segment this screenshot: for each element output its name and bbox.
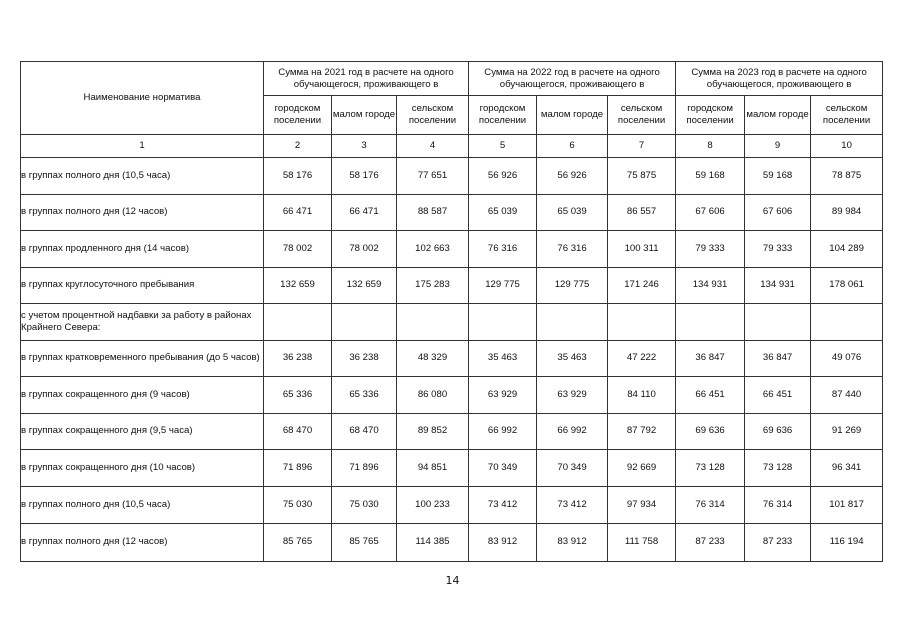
row-value: 101 817 — [811, 486, 883, 524]
row-label: в группах полного дня (10,5 часа) — [21, 486, 264, 524]
subheader-urban: городском поселении — [469, 96, 537, 135]
row-value: 75 030 — [264, 486, 332, 524]
row-value: 78 002 — [264, 231, 332, 268]
row-value: 102 663 — [397, 231, 469, 268]
header-row-years — [21, 62, 883, 96]
row-value: 76 316 — [537, 231, 608, 268]
row-value: 86 080 — [397, 377, 469, 414]
column-number: 4 — [397, 135, 469, 158]
row-value: 76 316 — [469, 231, 537, 268]
row-value: 36 847 — [676, 340, 745, 377]
row-label: в группах сокращенного дня (10 часов) — [21, 450, 264, 487]
row-value: 87 440 — [811, 377, 883, 414]
row-value: 76 314 — [676, 486, 745, 524]
row-label: в группах сокращенного дня (9,5 часа) — [21, 413, 264, 450]
row-value: 77 651 — [397, 158, 469, 195]
row-label: с учетом процентной надбавки за работу в районах Крайнего Севера: — [21, 304, 264, 341]
row-value: 36 238 — [332, 340, 397, 377]
row-value: 73 412 — [469, 486, 537, 524]
row-value: 114 385 — [397, 524, 469, 562]
row-label: в группах продленного дня (14 часов) — [21, 231, 264, 268]
column-number: 2 — [264, 135, 332, 158]
column-number: 8 — [676, 135, 745, 158]
row-value — [469, 304, 537, 341]
row-value: 111 758 — [608, 524, 676, 562]
table-row — [21, 450, 883, 487]
row-value: 66 471 — [332, 194, 397, 231]
row-value — [332, 304, 397, 341]
row-value: 78 875 — [811, 158, 883, 195]
row-value: 79 333 — [676, 231, 745, 268]
subheader-rural: сельском поселении — [608, 96, 676, 135]
row-value: 89 984 — [811, 194, 883, 231]
row-value: 49 076 — [811, 340, 883, 377]
row-value: 70 349 — [469, 450, 537, 487]
subheader-urban: городском поселении — [264, 96, 332, 135]
row-value — [264, 304, 332, 341]
row-value: 134 931 — [676, 267, 745, 304]
row-value: 65 336 — [264, 377, 332, 414]
row-value: 100 311 — [608, 231, 676, 268]
row-value: 67 606 — [676, 194, 745, 231]
row-value: 35 463 — [537, 340, 608, 377]
row-label: в группах кратковременного пребывания (до 5 часов) — [21, 340, 264, 377]
row-value: 83 912 — [537, 524, 608, 562]
row-value: 75 875 — [608, 158, 676, 195]
subheader-small-town: малом городе — [332, 96, 397, 135]
row-value — [811, 304, 883, 341]
row-value: 116 194 — [811, 524, 883, 562]
row-value: 70 349 — [537, 450, 608, 487]
column-numbers-row — [21, 135, 883, 158]
row-value: 129 775 — [537, 267, 608, 304]
column-number: 9 — [745, 135, 811, 158]
subheader-rural: сельском поселении — [811, 96, 883, 135]
subheader-urban: городском поселении — [676, 96, 745, 135]
row-value: 97 934 — [608, 486, 676, 524]
subheader-small-town: малом городе — [537, 96, 608, 135]
row-value: 67 606 — [745, 194, 811, 231]
row-value: 65 039 — [469, 194, 537, 231]
row-value: 63 929 — [537, 377, 608, 414]
row-value — [608, 304, 676, 341]
row-value: 88 587 — [397, 194, 469, 231]
row-value: 73 128 — [745, 450, 811, 487]
row-value: 35 463 — [469, 340, 537, 377]
row-value — [745, 304, 811, 341]
row-value: 92 669 — [608, 450, 676, 487]
row-value: 69 636 — [745, 413, 811, 450]
row-value: 84 110 — [608, 377, 676, 414]
row-value: 58 176 — [332, 158, 397, 195]
column-number: 10 — [811, 135, 883, 158]
row-value: 59 168 — [745, 158, 811, 195]
row-value: 63 929 — [469, 377, 537, 414]
row-value: 73 412 — [537, 486, 608, 524]
row-value — [397, 304, 469, 341]
column-header-2023: Сумма на 2023 год в расчете на одного обучающегося, проживающего в — [676, 62, 883, 96]
row-value: 66 992 — [469, 413, 537, 450]
row-value: 66 992 — [537, 413, 608, 450]
row-label: в группах сокращенного дня (9 часов) — [21, 377, 264, 414]
row-value: 87 233 — [676, 524, 745, 562]
table-row — [21, 524, 883, 562]
table-row — [21, 194, 883, 231]
table-body — [21, 135, 883, 562]
subheader-rural: сельском поселении — [397, 96, 469, 135]
row-value: 171 246 — [608, 267, 676, 304]
row-value: 129 775 — [469, 267, 537, 304]
row-value: 75 030 — [332, 486, 397, 524]
column-number: 7 — [608, 135, 676, 158]
row-value: 91 269 — [811, 413, 883, 450]
row-value: 178 061 — [811, 267, 883, 304]
row-value: 66 451 — [676, 377, 745, 414]
table-row — [21, 231, 883, 268]
column-number: 5 — [469, 135, 537, 158]
row-value: 68 470 — [332, 413, 397, 450]
row-value: 76 314 — [745, 486, 811, 524]
row-label: в группах полного дня (12 часов) — [21, 194, 264, 231]
row-value: 73 128 — [676, 450, 745, 487]
row-value: 56 926 — [537, 158, 608, 195]
row-value: 175 283 — [397, 267, 469, 304]
row-value: 89 852 — [397, 413, 469, 450]
table-row — [21, 158, 883, 195]
row-value: 86 557 — [608, 194, 676, 231]
row-value: 94 851 — [397, 450, 469, 487]
table-row — [21, 413, 883, 450]
row-value: 66 451 — [745, 377, 811, 414]
row-value: 71 896 — [264, 450, 332, 487]
row-value: 85 765 — [264, 524, 332, 562]
column-header-2022: Сумма на 2022 год в расчете на одного обучающегося, проживающего в — [469, 62, 676, 96]
row-value: 59 168 — [676, 158, 745, 195]
row-value: 132 659 — [264, 267, 332, 304]
row-value: 104 289 — [811, 231, 883, 268]
row-value: 100 233 — [397, 486, 469, 524]
row-value: 36 238 — [264, 340, 332, 377]
column-number: 6 — [537, 135, 608, 158]
row-value: 56 926 — [469, 158, 537, 195]
row-value: 79 333 — [745, 231, 811, 268]
row-value: 69 636 — [676, 413, 745, 450]
row-value: 48 329 — [397, 340, 469, 377]
row-label: в группах полного дня (10,5 часа) — [21, 158, 264, 195]
table-row — [21, 340, 883, 377]
page-number: 14 — [445, 574, 460, 587]
table-row — [21, 304, 883, 341]
column-header-2021: Сумма на 2021 год в расчете на одного обучающегося, проживающего в — [264, 62, 469, 96]
column-number: 1 — [21, 135, 264, 158]
row-value — [676, 304, 745, 341]
table-row — [21, 267, 883, 304]
row-value — [537, 304, 608, 341]
normatives-table — [20, 61, 883, 562]
row-value: 65 039 — [537, 194, 608, 231]
row-value: 132 659 — [332, 267, 397, 304]
row-value: 58 176 — [264, 158, 332, 195]
row-value: 96 341 — [811, 450, 883, 487]
table-row — [21, 377, 883, 414]
row-value: 47 222 — [608, 340, 676, 377]
column-number: 3 — [332, 135, 397, 158]
row-value: 134 931 — [745, 267, 811, 304]
row-value: 87 233 — [745, 524, 811, 562]
row-value: 65 336 — [332, 377, 397, 414]
row-value: 71 896 — [332, 450, 397, 487]
column-header-name: Наименование норматива — [21, 62, 264, 135]
row-value: 36 847 — [745, 340, 811, 377]
row-value: 83 912 — [469, 524, 537, 562]
row-label: в группах полного дня (12 часов) — [21, 524, 264, 562]
row-label: в группах круглосуточного пребывания — [21, 267, 264, 304]
row-value: 85 765 — [332, 524, 397, 562]
row-value: 87 792 — [608, 413, 676, 450]
row-value: 66 471 — [264, 194, 332, 231]
subheader-small-town: малом городе — [745, 96, 811, 135]
row-value: 68 470 — [264, 413, 332, 450]
table-row — [21, 486, 883, 524]
row-value: 78 002 — [332, 231, 397, 268]
